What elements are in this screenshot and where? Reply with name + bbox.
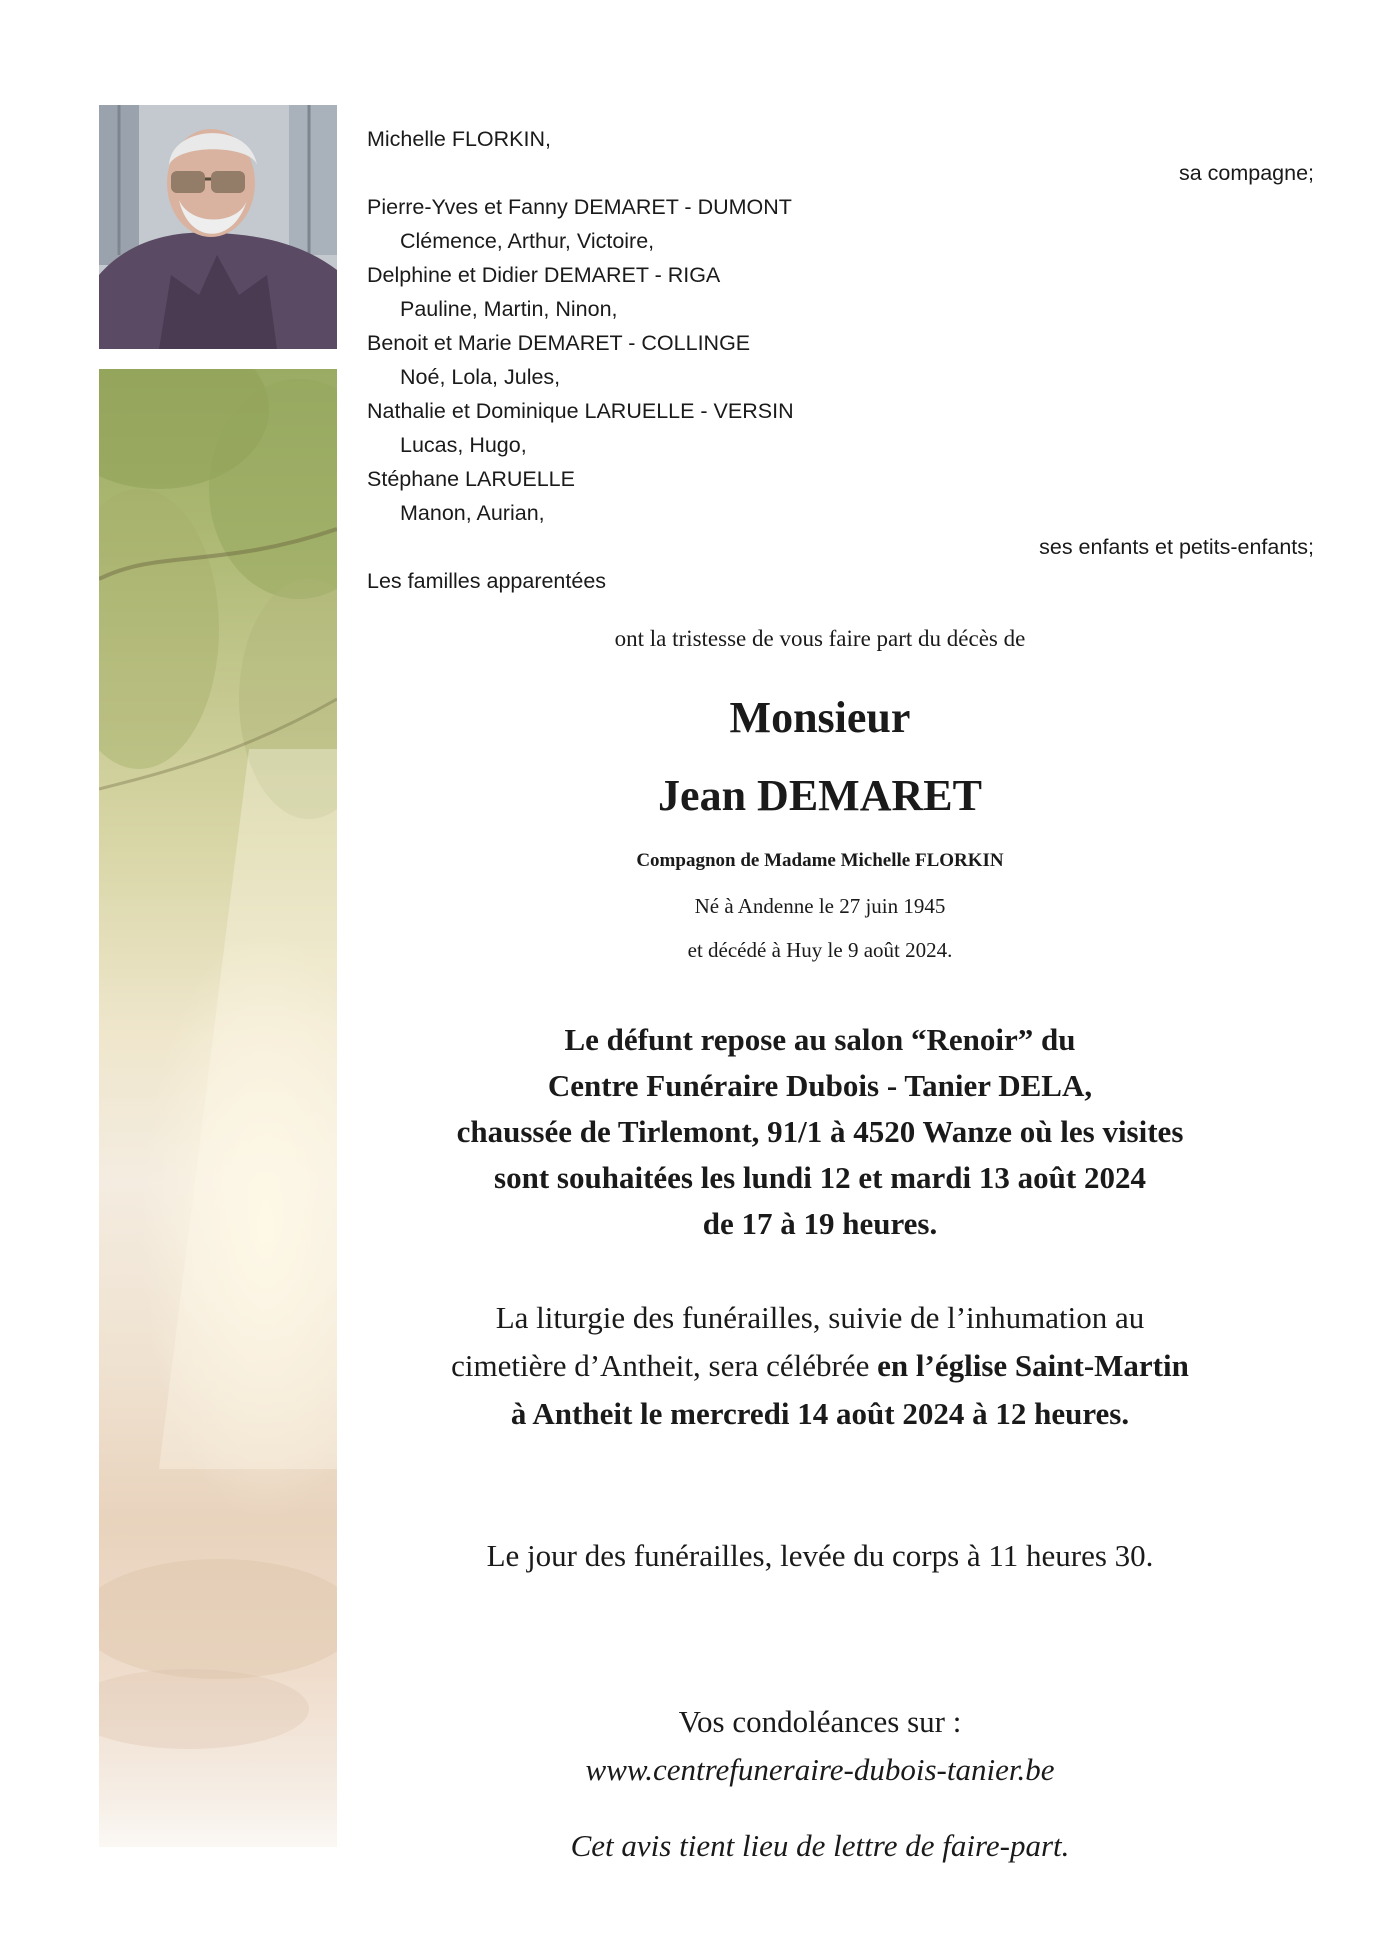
- title-monsieur: Monsieur: [729, 693, 911, 742]
- liturgy-line-2-regular: cimetière d’Antheit, sera célébrée: [451, 1348, 878, 1383]
- family-line: Benoit et Marie DEMARET - COLLINGE: [367, 331, 751, 355]
- birth-info: Né à Andenne le 27 juin 1945: [694, 894, 946, 918]
- children-role: ses enfants et petits-enfants;: [1039, 535, 1314, 559]
- family-line: Nathalie et Dominique LARUELLE - VERSIN: [367, 399, 794, 423]
- liturgy-line-2: [380, 1348, 1260, 1384]
- death-info: et décédé à Huy le 9 août 2024.: [687, 938, 953, 962]
- announcement-intro: ont la tristesse de vous faire part du décès de: [614, 626, 1026, 651]
- forest-illustration: [99, 369, 337, 1847]
- deceased-subtitle: Compagnon de Madame Michelle FLORKIN: [636, 850, 1004, 871]
- liturgy-church: en l’église Saint-Martin: [877, 1348, 1189, 1383]
- forest-path-decoration: [99, 369, 337, 1847]
- visitation-line: Centre Funéraire Dubois - Tanier DELA,: [547, 1068, 1093, 1103]
- portrait-illustration: [99, 105, 337, 349]
- family-line: Delphine et Didier DEMARET - RIGA: [367, 263, 721, 287]
- condolences-url[interactable]: www.centrefuneraire-dubois-tanier.be: [585, 1752, 1055, 1787]
- liturgy-line-1: La liturgie des funérailles, suivie de l’inhumation au: [495, 1300, 1145, 1335]
- partner-role: sa compagne;: [1178, 161, 1314, 185]
- family-line: Stéphane LARUELLE: [367, 467, 575, 491]
- deceased-name: Jean DEMARET: [658, 771, 982, 820]
- visitation-line: chaussée de Tirlemont, 91/1 à 4520 Wanze où les visites: [456, 1114, 1184, 1149]
- family-line: Pauline, Martin, Ninon,: [400, 297, 618, 321]
- family-line: Lucas, Hugo,: [400, 433, 527, 457]
- levee-info: Le jour des funérailles, levée du corps à 11 heures 30.: [486, 1538, 1154, 1573]
- visitation-line: de 17 à 19 heures.: [702, 1206, 938, 1241]
- visitation-line: sont souhaitées les lundi 12 et mardi 13 août 2024: [494, 1160, 1146, 1195]
- relatives-line: Les familles apparentées: [367, 569, 607, 593]
- visitation-line: Le défunt repose au salon “Renoir” du: [564, 1022, 1076, 1057]
- notice-text: Cet avis tient lieu de lettre de faire-part.: [570, 1828, 1070, 1863]
- portrait-photo: [99, 105, 337, 349]
- partner-name: Michelle FLORKIN,: [367, 127, 551, 151]
- condolences-label: Vos condoléances sur :: [678, 1704, 962, 1739]
- family-line: Pierre-Yves et Fanny DEMARET - DUMONT: [367, 195, 792, 219]
- liturgy-line-3: à Antheit le mercredi 14 août 2024 à 12 heures.: [510, 1396, 1130, 1431]
- family-line: Manon, Aurian,: [400, 501, 545, 525]
- family-line: Noé, Lola, Jules,: [400, 365, 561, 389]
- family-line: Clémence, Arthur, Victoire,: [400, 229, 655, 253]
